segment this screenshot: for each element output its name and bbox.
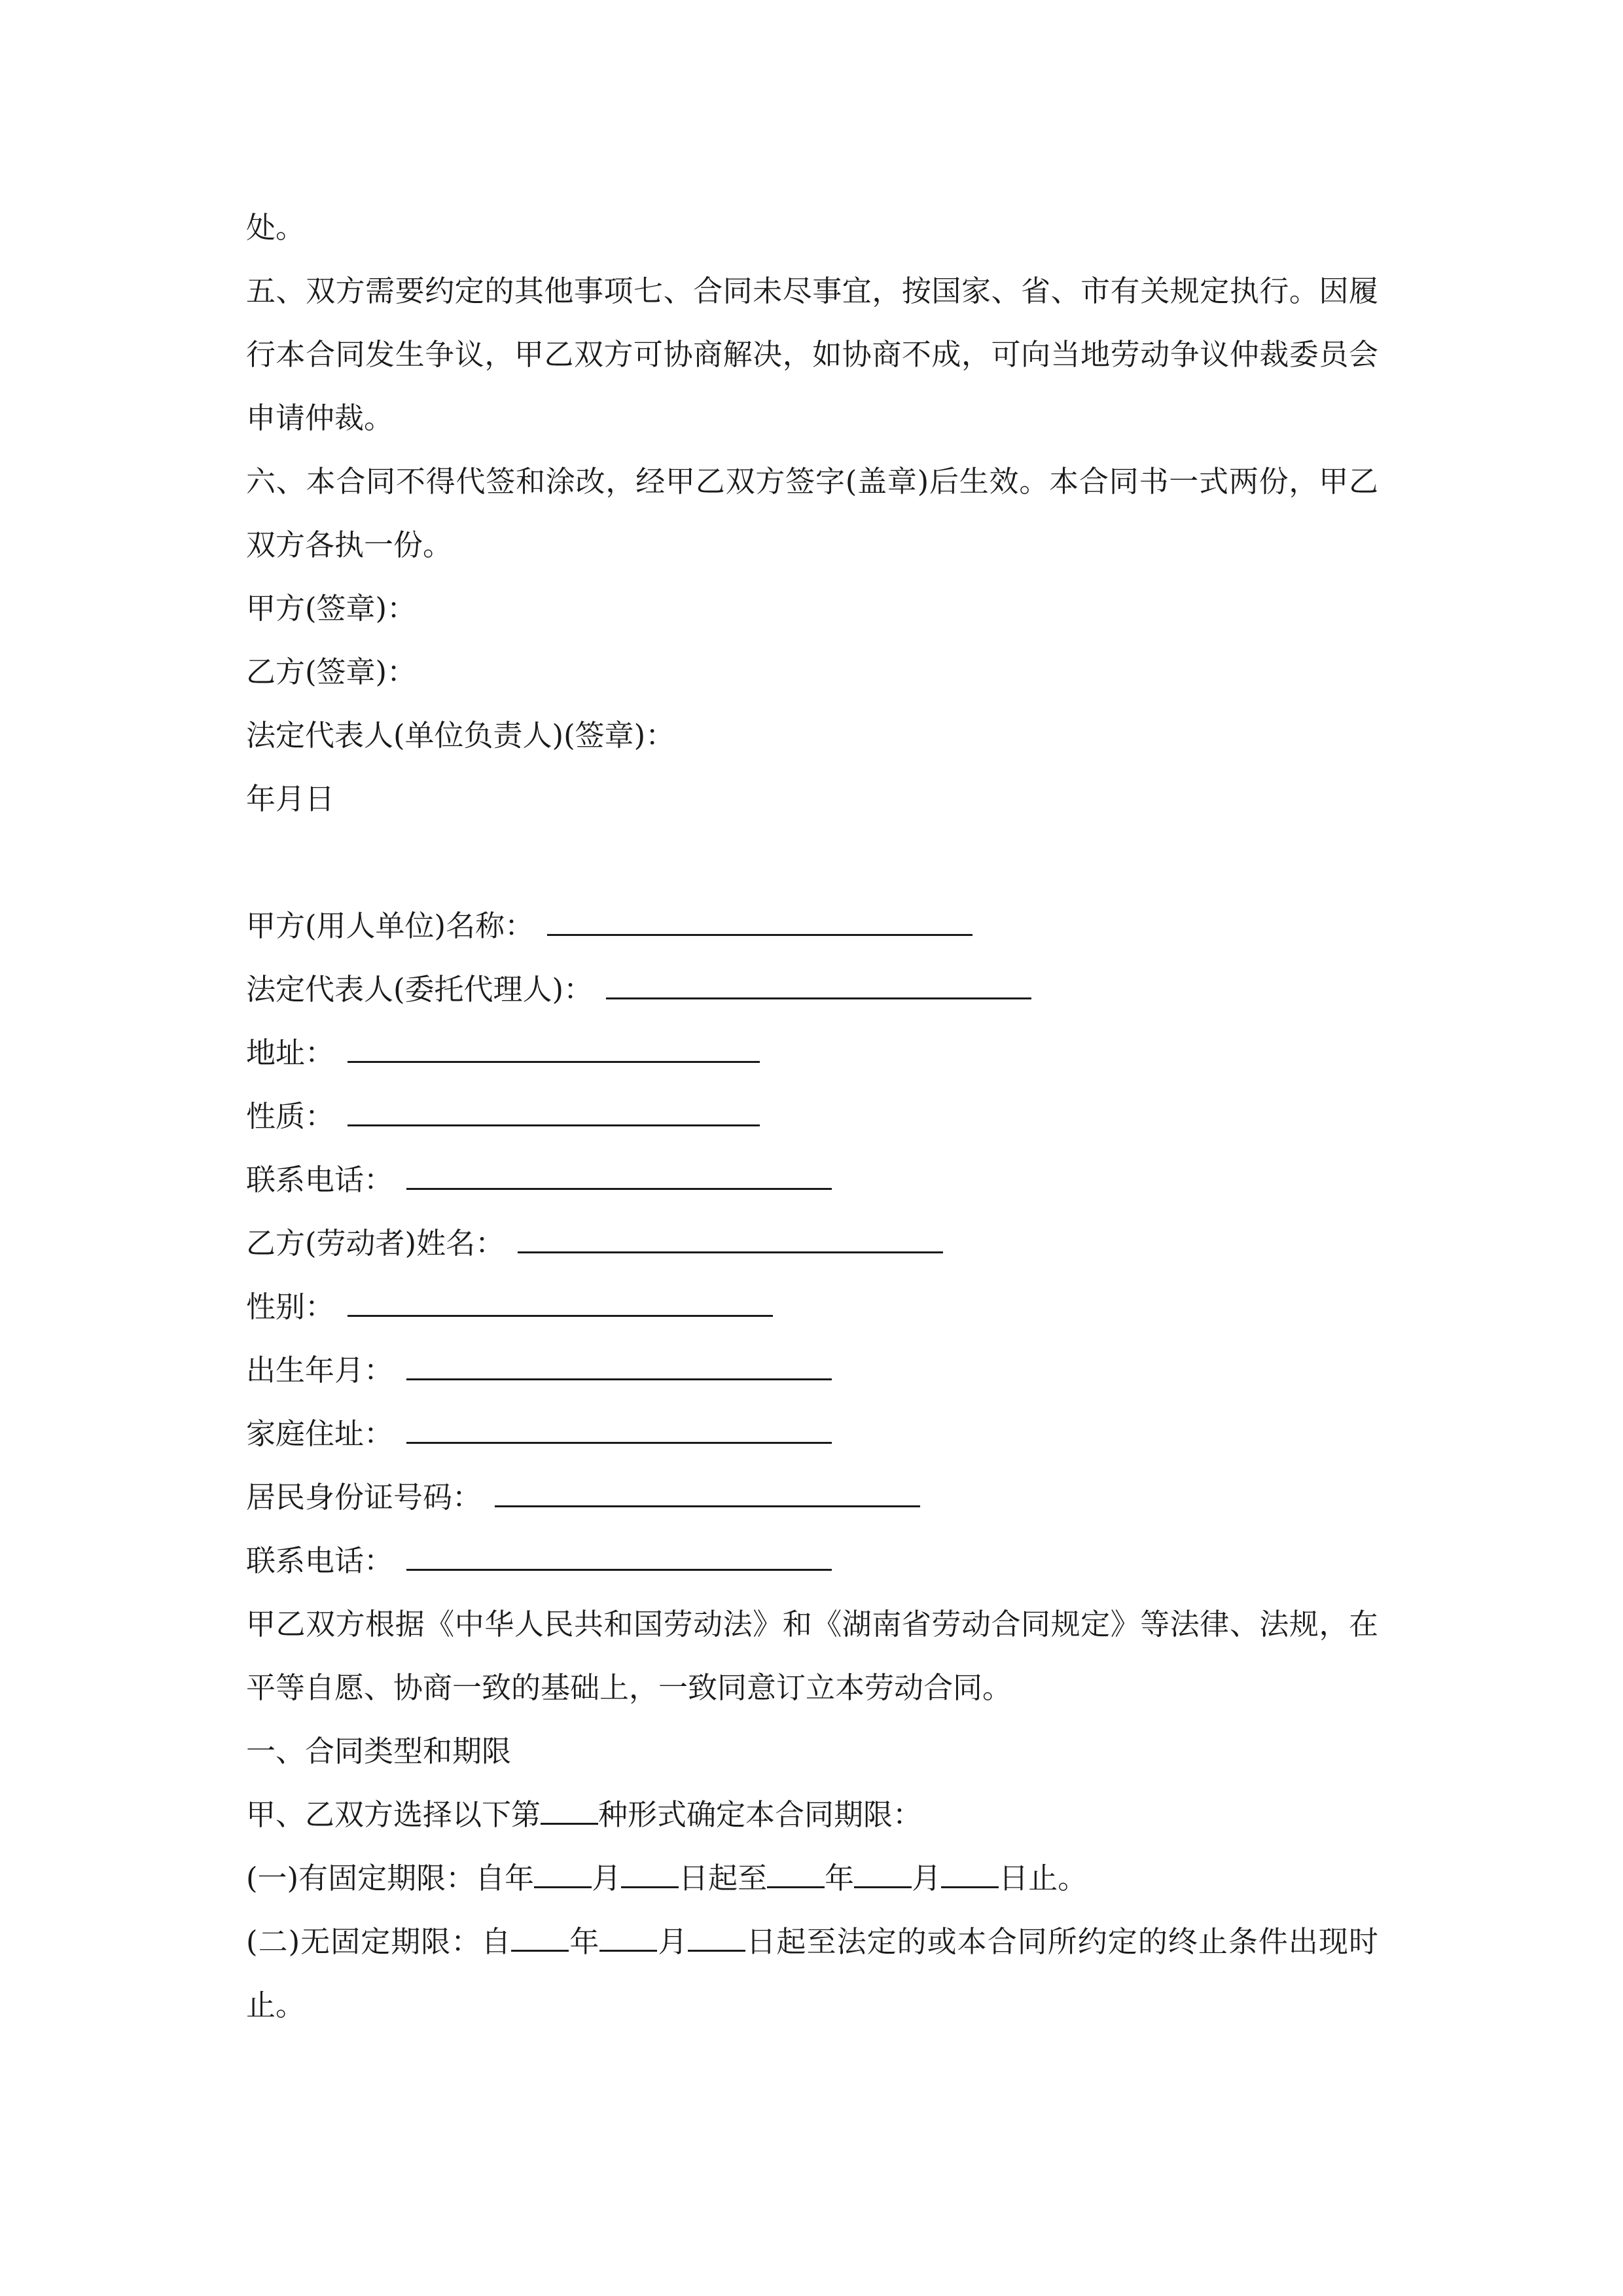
field-nature bbox=[246, 1085, 1378, 1148]
field-employee-phone bbox=[246, 1529, 1378, 1592]
field-legal-representative bbox=[246, 958, 1378, 1021]
address-blank[interactable] bbox=[348, 1026, 760, 1063]
fixed-end-day-blank[interactable] bbox=[941, 1852, 999, 1888]
open-term-suffix: 日起至法定的或本合同所约定的终止条件出现时止。 bbox=[246, 1924, 1378, 2022]
field-employee-name bbox=[246, 1211, 1378, 1275]
fixed-term-prefix: (一)有固定期限：自年 bbox=[246, 1861, 535, 1895]
paragraph-intro: 甲乙双方根据《中华人民共和国劳动法》和《湖南省劳动合同规定》等法律、法规，在平等自愿、协商一致的基础上，一致同意订立本劳动合同。 bbox=[246, 1607, 1378, 1705]
field-label: 乙方(劳动者)姓名： bbox=[246, 1226, 505, 1261]
id-number-blank[interactable] bbox=[495, 1470, 920, 1507]
field-employer-phone bbox=[246, 1148, 1378, 1211]
fixed-day-end-label: 日止。 bbox=[999, 1861, 1088, 1895]
form-number-blank[interactable] bbox=[541, 1789, 598, 1825]
fixed-day-from-label: 日起至 bbox=[679, 1861, 768, 1895]
field-label: 性别： bbox=[246, 1289, 335, 1324]
open-year-label: 年 bbox=[569, 1924, 600, 1959]
field-label: 居民身份证号码： bbox=[246, 1480, 482, 1515]
fixed-year-label: 年 bbox=[825, 1861, 855, 1895]
field-label: 联系电话： bbox=[246, 1162, 394, 1197]
legal-representative-blank[interactable] bbox=[606, 962, 1031, 999]
section-title-contract-type: 一、合同类型和期限 bbox=[246, 1734, 512, 1768]
field-employer-name bbox=[246, 894, 1378, 958]
field-birth-date bbox=[246, 1338, 1378, 1402]
open-month-label: 月 bbox=[657, 1924, 688, 1959]
paragraph-fixed-term bbox=[246, 1846, 1378, 1910]
employer-name-blank[interactable] bbox=[547, 899, 972, 936]
signature-legal-rep: 法定代表人(单位负责人)(签章)： bbox=[246, 718, 675, 753]
fixed-end-year-blank[interactable] bbox=[767, 1852, 825, 1888]
choose-suffix: 种形式确定本合同期限： bbox=[598, 1797, 923, 1832]
fixed-month-label: 月 bbox=[592, 1861, 622, 1895]
fixed-start-day-blank[interactable] bbox=[621, 1852, 679, 1888]
field-label: 家庭住址： bbox=[246, 1416, 394, 1451]
employee-phone-blank[interactable] bbox=[406, 1534, 832, 1571]
paragraph-clause-5: 五、双方需要约定的其他事项七、合同未尽事宜，按国家、省、市有关规定执行。因履行本合同发生争议，甲乙双方可协商解决，如协商不成，可向当地劳动争议仲裁委员会申请仲裁。 bbox=[246, 274, 1378, 435]
fixed-end-month-blank[interactable] bbox=[854, 1852, 912, 1888]
field-label: 联系电话： bbox=[246, 1543, 394, 1578]
field-home-address bbox=[246, 1402, 1378, 1465]
fixed-start-year-blank[interactable] bbox=[534, 1852, 592, 1888]
open-start-month-blank[interactable] bbox=[599, 1916, 657, 1952]
home-address-blank[interactable] bbox=[406, 1407, 832, 1444]
paragraph-clause-6: 六、本合同不得代签和涂改，经甲乙双方签字(盖章)后生效。本合同书一式两份，甲乙双方各执一份。 bbox=[246, 464, 1378, 562]
field-gender bbox=[246, 1275, 1378, 1338]
signature-party-a: 甲方(签章)： bbox=[246, 591, 417, 626]
paragraph-continuation: 处。 bbox=[246, 210, 306, 245]
section-spacer bbox=[246, 831, 1378, 894]
gender-blank[interactable] bbox=[348, 1280, 773, 1317]
field-label: 出生年月： bbox=[246, 1353, 394, 1388]
paragraph-open-term bbox=[246, 1910, 1378, 2037]
document-body bbox=[246, 196, 1378, 2037]
nature-blank[interactable] bbox=[348, 1089, 760, 1126]
field-label: 性质： bbox=[246, 1099, 335, 1134]
open-start-year-blank[interactable] bbox=[511, 1916, 569, 1952]
field-id-number bbox=[246, 1465, 1378, 1529]
field-address bbox=[246, 1021, 1378, 1085]
fixed-month2-label: 月 bbox=[912, 1861, 942, 1895]
birth-date-blank[interactable] bbox=[406, 1343, 832, 1380]
signature-party-b: 乙方(签章)： bbox=[246, 655, 417, 689]
field-label: 法定代表人(委托代理人)： bbox=[246, 972, 594, 1007]
field-label: 甲方(用人单位)名称： bbox=[246, 908, 535, 943]
open-start-day-blank[interactable] bbox=[688, 1916, 745, 1952]
open-term-prefix: (二)无固定期限：自 bbox=[246, 1924, 512, 1959]
choose-prefix: 甲、乙双方选择以下第 bbox=[246, 1797, 541, 1832]
employee-name-blank[interactable] bbox=[518, 1216, 943, 1253]
signature-date: 年月日 bbox=[246, 781, 335, 816]
employer-phone-blank[interactable] bbox=[406, 1153, 832, 1190]
paragraph-choose-form bbox=[246, 1783, 1378, 1846]
field-label: 地址： bbox=[246, 1035, 335, 1070]
